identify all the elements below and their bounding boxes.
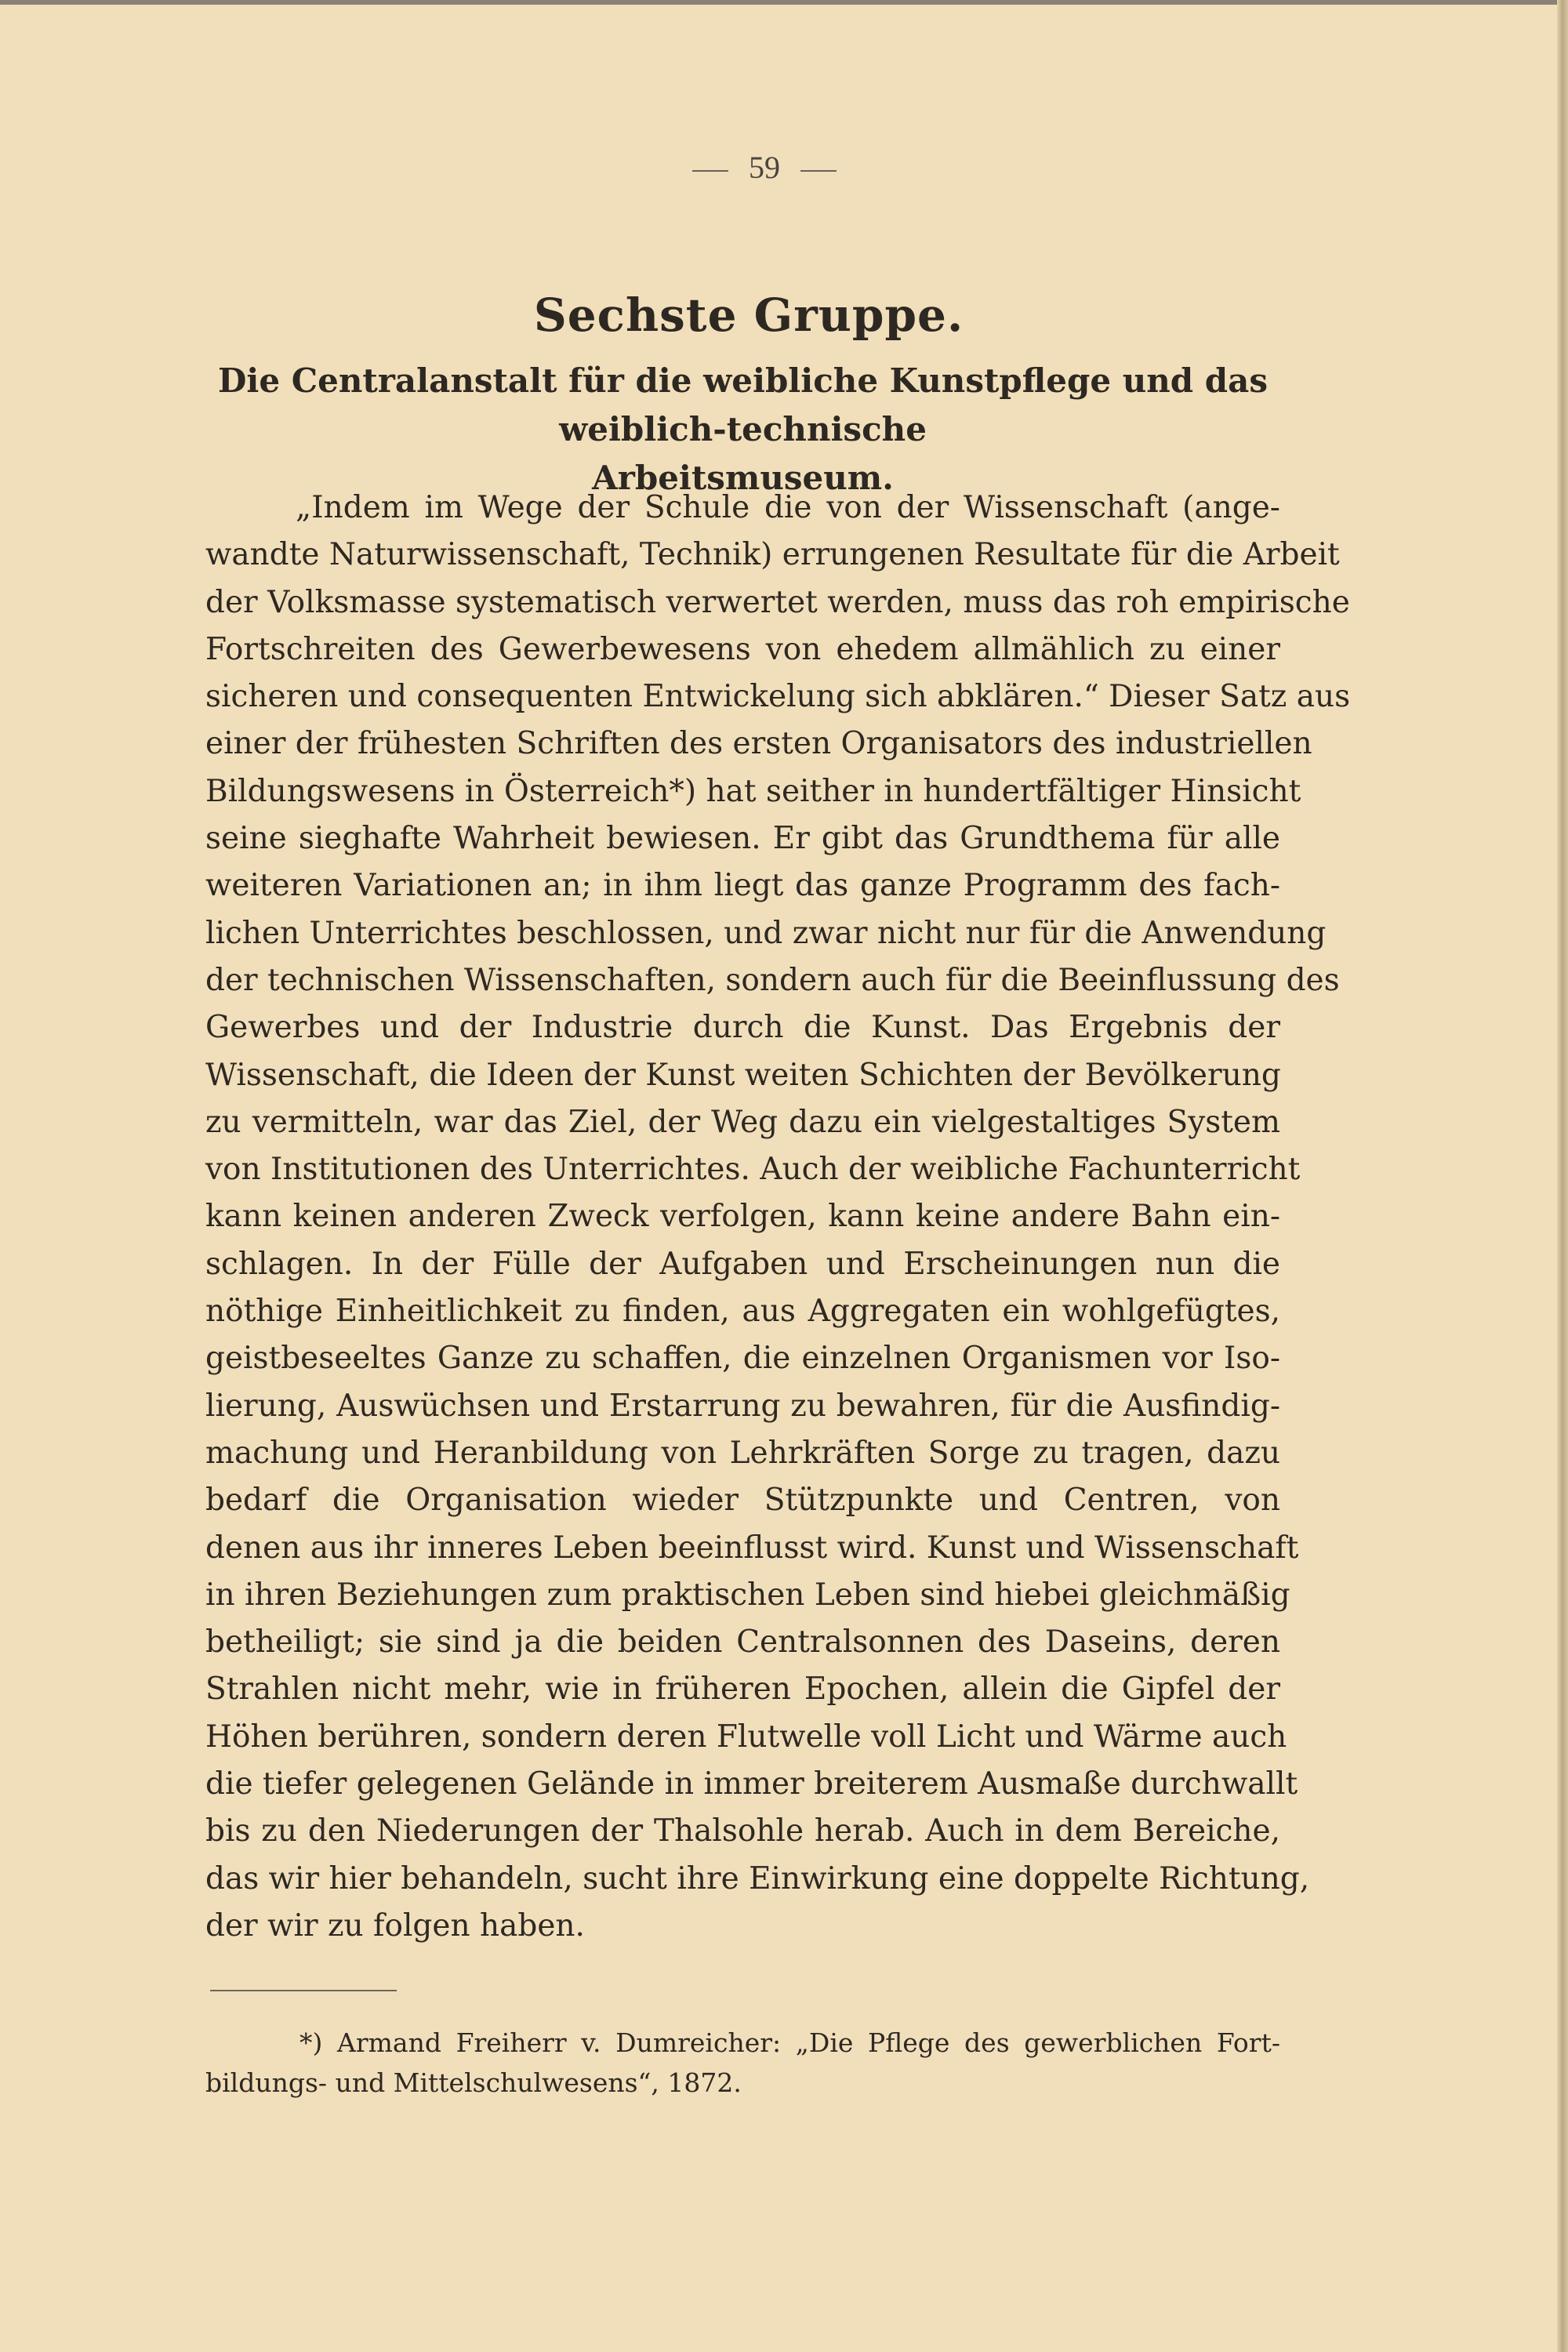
text-line: weiteren Variationen an; in ihm liegt das ganze Programm des fach-	[205, 868, 1280, 904]
text-line: machung und Heranbildung von Lehrkräften Sorge zu tragen, dazu	[205, 1435, 1280, 1471]
text-line: „Indem im Wege der Schule die von der Wissenschaft (ange-	[296, 490, 1280, 525]
dash-right	[800, 170, 837, 172]
text-line: Bildungswesens in Österreich*) hat seither in hundertfältiger Hinsicht	[205, 773, 1301, 809]
page-right-edge	[1557, 0, 1568, 2352]
text-line: Gewerbes und der Industrie durch die Kunst. Das Ergebnis der	[205, 1010, 1280, 1046]
text-line: der technischen Wissenschaften, sondern auch für die Beeinflussung des	[205, 962, 1340, 998]
text-line: Strahlen nicht mehr, wie in früheren Epochen, allein die Gipfel der	[205, 1671, 1280, 1708]
page-number	[0, 149, 1529, 186]
text-line: in ihren Beziehungen zum praktischen Leben sind hiebei gleichmäßig	[205, 1577, 1290, 1613]
text-line: seine sieghafte Wahrheit bewiesen. Er gibt das Grundthema für alle	[205, 821, 1280, 857]
text-line: Fortschreiten des Gewerbewesens von ehedem allmählich zu einer	[205, 631, 1280, 667]
text-line: kann keinen anderen Zweck verfolgen, kann keine andere Bahn ein-	[205, 1199, 1280, 1235]
text-line: von Institutionen des Unterrichtes. Auch der weibliche Fachunterricht	[205, 1152, 1301, 1188]
text-line: Höhen berühren, sondern deren Flutwelle voll Licht und Wärme auch	[205, 1719, 1287, 1755]
text-line: Wissenschaft, die Ideen der Kunst weiten Schichten der Bevölkerung	[205, 1057, 1281, 1093]
text-line: einer der frühesten Schriften des ersten Organisators des industriellen	[205, 726, 1312, 762]
footnote-line: bildungs- und Mittelschulwesens“, 1872.	[205, 2067, 742, 2098]
text-line: lierung, Auswüchsen und Erstarrung zu bewahren, für die Ausfindig-	[205, 1388, 1280, 1424]
text-line: das wir hier behandeln, sucht ihre Einwirkung eine doppelte Richtung,	[205, 1860, 1310, 1896]
footnote-rule	[210, 1990, 397, 1991]
text-line: schlagen. In der Fülle der Aufgaben und Erscheinungen nun die	[205, 1246, 1280, 1282]
text-line: nöthige Einheitlichkeit zu finden, aus Aggregaten ein wohlgefügtes,	[205, 1294, 1280, 1330]
text-line: lichen Unterrichtes beschlossen, und zwar nicht nur für die Anwendung	[205, 915, 1327, 951]
text-line: sicheren und consequenten Entwickelung sich abklären.“ Dieser Satz aus	[205, 679, 1351, 715]
footnote	[205, 2023, 1280, 2103]
subtitle-line: Die Centralanstalt für die weibliche Kunstpflege und das weiblich-technische	[218, 361, 1268, 448]
text-line: denen aus ihr inneres Leben beeinflusst wird. Kunst und Wissenschaft	[205, 1530, 1299, 1566]
text-line: bis zu den Niederungen der Thalsohle herab. Auch in dem Bereiche,	[205, 1813, 1280, 1849]
text-line: zu vermitteln, war das Ziel, der Weg dazu ein vielgestaltiges System	[205, 1104, 1280, 1140]
text-line: bedarf die Organisation wieder Stützpunkte und Centren, von	[205, 1483, 1280, 1519]
subtitle-line: Arbeitsmuseum.	[592, 459, 894, 497]
text-line: der Volksmasse systematisch verwertet werden, muss das roh empirische	[205, 584, 1350, 620]
text-line: die tiefer gelegenen Gelände in immer breiterem Ausmaße durchwallt	[205, 1766, 1298, 1802]
section-title: Sechste Gruppe.	[533, 289, 964, 342]
text-line: wandte Naturwissenschaft, Technik) errungenen Resultate für die Arbeit	[205, 537, 1340, 573]
dash-left	[692, 170, 728, 172]
text-line: der wir zu folgen haben.	[205, 1907, 585, 1944]
text-line: betheiligt; sie sind ja die beiden Centralsonnen des Daseins, deren	[205, 1624, 1280, 1661]
section-subtitle	[205, 357, 1280, 503]
page-top-edge	[0, 0, 1568, 5]
page-number-text: 59	[749, 150, 780, 185]
body-text	[205, 485, 1351, 1950]
text-line: geistbeseeltes Ganze zu schaffen, die einzelnen Organismen vor Iso-	[205, 1341, 1280, 1377]
footnote-line: *) Armand Freiherr v. Dumreicher: „Die Pflege des gewerblichen Fort-	[299, 2027, 1280, 2058]
